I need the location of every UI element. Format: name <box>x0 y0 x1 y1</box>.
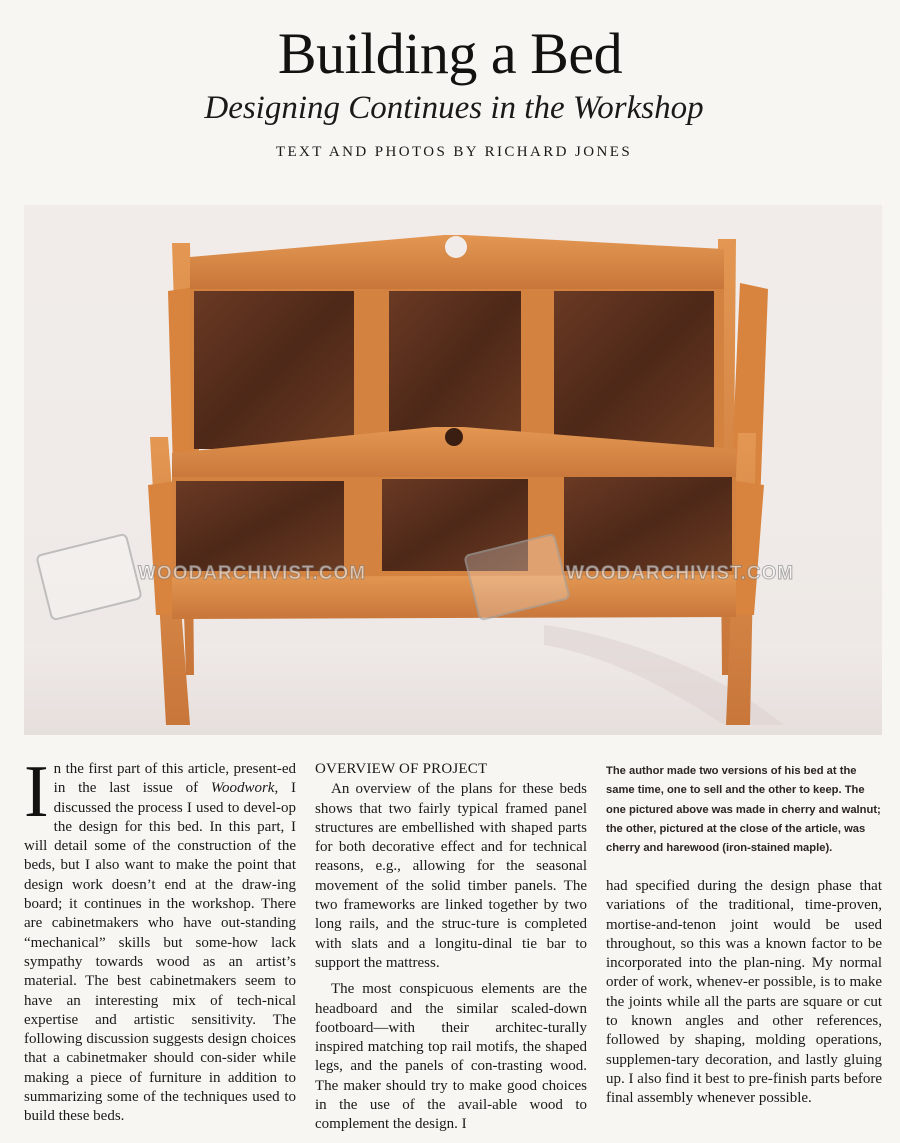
bed-photo <box>24 205 882 735</box>
article-column-3 <box>606 877 882 1109</box>
article-title: Building a Bed <box>277 21 623 86</box>
body-text: n the first part of this article, present-ed in the last issue of <box>53 761 296 797</box>
watermark-text: WOODARCHIVIST.COM <box>138 563 367 584</box>
body-paragraph: The most conspicuous elements are the headboard and the similar scaled-down footboard—with their architec-turally inspired matching top rail motifs, the shaped legs, and the panels of con-trasting wood. The maker should try to make good choices in the use of the avail-able wood to complement the design. I <box>315 981 587 1133</box>
magazine-name: Woodwork <box>210 780 275 797</box>
watermark-text: WOODARCHIVIST.COM <box>566 563 795 584</box>
body-text: , I discussed the process I used to devel-op the design for this bed. In this part, I will detail some of the construction of the beds, but I also want to make the point that design work doesn’t end at the draw-ing board; it continues in the workshop. There are cabinetmakers who have out-standing “mechanical” skills but some-how lack sympathy towards wood as an artist’s material. The best cabinetmakers seem to have an interesting mix of tech-nical expertise and artistic sensitivity. The following discussion suggests design choices that a cabinetmaker should con-sider while making a piece of furniture in addition to summarizing some of the techniques used to build these beds. <box>24 780 296 1125</box>
section-heading: OVERVIEW OF PROJECT <box>315 761 488 777</box>
byline: TEXT AND PHOTOS BY RICHARD JONES <box>275 144 633 160</box>
article-column-2 <box>315 760 587 1135</box>
body-paragraph: An overview of the plans for these beds shows that two fairly typical framed panel structures are embellished with shaped parts for both decorative effect and for technical reasons, e.g., allowing for the seasonal movement of the solid timber panels. The two frameworks are linked together by two long rails, and the struc-ture is completed with slats and a longitu-dinal tie bar to support the mattress. <box>315 781 587 971</box>
bed-illustration <box>24 205 882 735</box>
drop-cap: I <box>24 751 49 833</box>
body-paragraph: had specified during the design phase that variations of the traditional, time-proven, mortise-and-tenon joint would be used throughout, so this was a known factor to be incorporated into the plan-ning. My normal order of work, whenev-er possible, is to make the joints while all the parts are square or cut to known angles and other references, followed by shaping, molding operations, supplemen-tary decoration, and lastly gluing up. I also find it best to pre-finish parts before final assembly whenever possible. <box>606 878 882 1107</box>
article-column-1 <box>24 751 296 1127</box>
article-subtitle: Designing Continues in the Workshop <box>204 90 704 126</box>
photo-caption: The author made two versions of his bed at the same time, one to sell and the other to keep. The one pictured above was made in cherry and walnut; the other, pictured at the close of the article, was cherry and harewood (iron-stained maple). <box>606 765 881 855</box>
